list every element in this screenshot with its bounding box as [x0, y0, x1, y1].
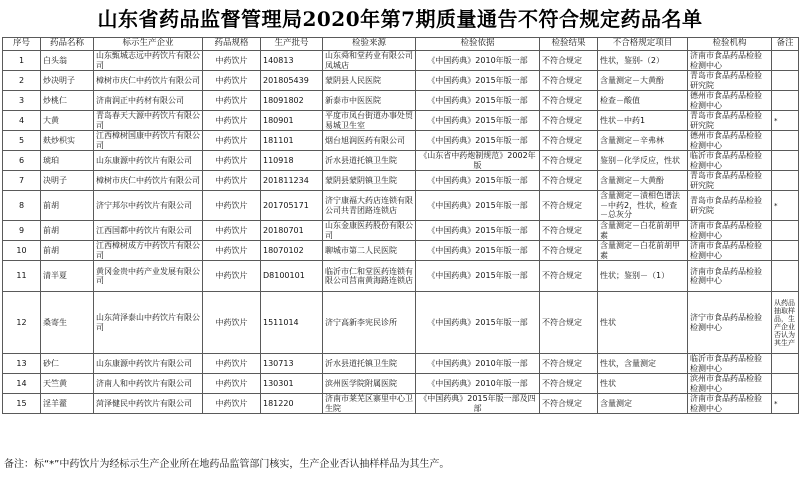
table-row [3, 374, 799, 394]
cell-note [772, 151, 799, 171]
cell-batch: 180901 [261, 111, 323, 131]
cell-result: 不符合规定 [540, 241, 598, 261]
cell-basis: 《中国药典》2015年版一部 [416, 171, 540, 191]
cell-note: * [772, 191, 799, 221]
column-header: 检验来源 [323, 38, 416, 51]
cell-result: 不符合规定 [540, 191, 598, 221]
drug-table [2, 37, 799, 414]
cell-batch: 1511014 [261, 292, 323, 354]
cell-failed-item: 性状 [598, 292, 688, 354]
cell-source: 山东金康医药股份有限公司 [323, 221, 416, 241]
cell-drug-name: 白头翁 [41, 51, 94, 71]
cell-note [772, 131, 799, 151]
column-header: 不合格规定项目 [598, 38, 688, 51]
cell-drug-name: 琥珀 [41, 151, 94, 171]
cell-testing-org: 济南市食品药品检验检测中心 [688, 261, 772, 292]
cell-source: 蒙阴县人民医院 [323, 71, 416, 91]
cell-testing-org: 青岛市食品药品检验研究院 [688, 171, 772, 191]
cell-no: 14 [3, 374, 41, 394]
cell-failed-item: 含量测定 [598, 394, 688, 414]
cell-batch: D8100101 [261, 261, 323, 292]
cell-failed-item: 含量测定－白花前胡甲素 [598, 221, 688, 241]
cell-no: 7 [3, 171, 41, 191]
column-header: 备注 [772, 38, 799, 51]
cell-drug-name: 桑寄生 [41, 292, 94, 354]
cell-no: 13 [3, 354, 41, 374]
cell-manufacturer: 黄冈金贵中药产业发展有限公司 [94, 261, 203, 292]
cell-basis: 《中国药典》2015年版一部 [416, 91, 540, 111]
cell-basis: 《中国药典》2010年版一部 [416, 51, 540, 71]
cell-manufacturer: 菏泽健民中药饮片有限公司 [94, 394, 203, 414]
cell-testing-org: 济南市食品药品检验检测中心 [688, 241, 772, 261]
cell-testing-org: 青岛市食品药品检验研究院 [688, 111, 772, 131]
cell-batch: 130301 [261, 374, 323, 394]
cell-no: 12 [3, 292, 41, 354]
cell-no: 6 [3, 151, 41, 171]
cell-note [772, 354, 799, 374]
cell-basis: 《中国药典》2015年版一部 [416, 221, 540, 241]
cell-result: 不符合规定 [540, 171, 598, 191]
cell-source: 新泰市中医医院 [323, 91, 416, 111]
cell-drug-name: 天竺黄 [41, 374, 94, 394]
page-title: 山东省药品监督管理局2020年第7期质量通告不符合规定药品名单 [97, 7, 703, 31]
cell-spec: 中药饮片 [203, 151, 261, 171]
cell-spec: 中药饮片 [203, 241, 261, 261]
cell-result: 不符合规定 [540, 292, 598, 354]
cell-note [772, 51, 799, 71]
cell-basis: 《山东省中药炮制规范》2002年版 [416, 151, 540, 171]
cell-source: 蒙阴县蒙阴镇卫生院 [323, 171, 416, 191]
cell-spec: 中药饮片 [203, 261, 261, 292]
cell-failed-item: 鉴别－化学反应，性状 [598, 151, 688, 171]
cell-drug-name: 决明子 [41, 171, 94, 191]
cell-basis: 《中国药典》2015年版一部 [416, 241, 540, 261]
cell-spec: 中药饮片 [203, 91, 261, 111]
cell-no: 11 [3, 261, 41, 292]
cell-drug-name: 砂仁 [41, 354, 94, 374]
table-row [3, 171, 799, 191]
cell-manufacturer: 山东康源中药饮片有限公司 [94, 151, 203, 171]
cell-note [772, 241, 799, 261]
table-row [3, 131, 799, 151]
cell-spec: 中药饮片 [203, 394, 261, 414]
cell-basis: 《中国药典》2015年版一部及四部 [416, 394, 540, 414]
cell-batch: 201705171 [261, 191, 323, 221]
footnote: 备注：标“*”中药饮片为经标示生产企业所在地药品监管部门核实，生产企业否认抽样样品为其生产。 [4, 459, 450, 470]
table-row [3, 151, 799, 171]
column-header: 药品名称 [41, 38, 94, 51]
cell-batch: 140813 [261, 51, 323, 71]
cell-result: 不符合规定 [540, 71, 598, 91]
cell-manufacturer: 江西樟树成方中药饮片有限公司 [94, 241, 203, 261]
cell-source: 聊城市第二人民医院 [323, 241, 416, 261]
cell-failed-item: 性状 [598, 374, 688, 394]
cell-manufacturer: 山东康源中药饮片有限公司 [94, 354, 203, 374]
cell-spec: 中药饮片 [203, 374, 261, 394]
cell-source: 沂水县道托镇卫生院 [323, 151, 416, 171]
cell-note [772, 91, 799, 111]
cell-testing-org: 济宁市食品药品检验检测中心 [688, 292, 772, 354]
cell-drug-name: 清半夏 [41, 261, 94, 292]
cell-source: 滨州医学院附属医院 [323, 374, 416, 394]
table-row [3, 241, 799, 261]
cell-spec: 中药饮片 [203, 51, 261, 71]
cell-manufacturer: 江西国都中药饮片有限公司 [94, 221, 203, 241]
cell-spec: 中药饮片 [203, 292, 261, 354]
cell-result: 不符合规定 [540, 354, 598, 374]
cell-note [772, 374, 799, 394]
cell-batch: 181101 [261, 131, 323, 151]
cell-spec: 中药饮片 [203, 111, 261, 131]
cell-failed-item: 性状，含量测定 [598, 354, 688, 374]
cell-testing-org: 青岛市食品药品检验研究院 [688, 71, 772, 91]
cell-basis: 《中国药典》2015年版一部 [416, 111, 540, 131]
cell-manufacturer: 济南人和中药饮片有限公司 [94, 374, 203, 394]
table-row [3, 394, 799, 414]
cell-testing-org: 临沂市食品药品检验检测中心 [688, 354, 772, 374]
cell-note [772, 71, 799, 91]
cell-no: 2 [3, 71, 41, 91]
cell-drug-name: 麸炒枳实 [41, 131, 94, 151]
cell-failed-item: 含量测定－白花前胡甲素 [598, 241, 688, 261]
cell-batch: 201811234 [261, 171, 323, 191]
cell-manufacturer: 山东菏泽泰山中药饮片有限公司 [94, 292, 203, 354]
cell-testing-org: 德州市食品药品检验检测中心 [688, 131, 772, 151]
cell-source: 山东舜和堂药业有限公司凤城店 [323, 51, 416, 71]
cell-source: 烟台旭润医药有限公司 [323, 131, 416, 151]
cell-note: * [772, 111, 799, 131]
cell-basis: 《中国药典》2015年版一部 [416, 191, 540, 221]
cell-basis: 《中国药典》2015年版一部 [416, 292, 540, 354]
cell-batch: 130713 [261, 354, 323, 374]
cell-result: 不符合规定 [540, 261, 598, 292]
cell-no: 8 [3, 191, 41, 221]
cell-result: 不符合规定 [540, 111, 598, 131]
cell-drug-name: 前胡 [41, 221, 94, 241]
cell-source: 济宁高新李宪民诊所 [323, 292, 416, 354]
cell-manufacturer: 樟树市庆仁中药饮片有限公司 [94, 171, 203, 191]
cell-manufacturer: 青岛春天大源中药饮片有限公司 [94, 111, 203, 131]
cell-result: 不符合规定 [540, 374, 598, 394]
cell-drug-name: 前胡 [41, 241, 94, 261]
cell-batch: 201805439 [261, 71, 323, 91]
cell-result: 不符合规定 [540, 151, 598, 171]
cell-batch: 18070102 [261, 241, 323, 261]
cell-manufacturer: 山东甄城志远中药饮片有限公司 [94, 51, 203, 71]
cell-failed-item: 含量测定－渍相色谱法－中药2，性状，检查－总灰分 [598, 191, 688, 221]
cell-failed-item: 含量测定－大黄酚 [598, 71, 688, 91]
table-row [3, 51, 799, 71]
cell-failed-item: 性状－中药1 [598, 111, 688, 131]
table-row [3, 91, 799, 111]
cell-spec: 中药饮片 [203, 171, 261, 191]
column-header: 序号 [3, 38, 41, 51]
cell-result: 不符合规定 [540, 91, 598, 111]
cell-result: 不符合规定 [540, 51, 598, 71]
column-header: 检验依据 [416, 38, 540, 51]
table-body [3, 51, 799, 414]
cell-drug-name: 炒桃仁 [41, 91, 94, 111]
cell-basis: 《中国药典》2015年版一部 [416, 131, 540, 151]
cell-testing-org: 济南市食品药品检验检测中心 [688, 394, 772, 414]
cell-manufacturer: 济宁邦尔中药饮片有限公司 [94, 191, 203, 221]
cell-spec: 中药饮片 [203, 191, 261, 221]
cell-no: 10 [3, 241, 41, 261]
column-header: 标示生产企业 [94, 38, 203, 51]
table-header-row [3, 38, 799, 51]
cell-testing-org: 德州市食品药品检验检测中心 [688, 91, 772, 111]
cell-source: 济宁康福大药店连锁有限公司共青团路连锁店 [323, 191, 416, 221]
cell-testing-org: 济南市食品药品检验检测中心 [688, 51, 772, 71]
table-row [3, 191, 799, 221]
table-row [3, 354, 799, 374]
cell-testing-org: 滨州市食品药品检验检测中心 [688, 374, 772, 394]
cell-basis: 《中国药典》2010年版一部 [416, 374, 540, 394]
cell-failed-item: 性状；鉴别－（1） [598, 261, 688, 292]
cell-source: 临沂市仁和堂医药连锁有限公司莒南黄海路连锁店 [323, 261, 416, 292]
cell-no: 1 [3, 51, 41, 71]
cell-testing-org: 济南市食品药品检验检测中心 [688, 221, 772, 241]
cell-no: 3 [3, 91, 41, 111]
cell-batch: 110918 [261, 151, 323, 171]
cell-batch: 20180701 [261, 221, 323, 241]
cell-testing-org: 青岛市食品药品检验研究院 [688, 191, 772, 221]
cell-note [772, 221, 799, 241]
cell-drug-name: 前胡 [41, 191, 94, 221]
cell-manufacturer: 江西樟树国康中药饮片有限公司 [94, 131, 203, 151]
cell-batch: 18091802 [261, 91, 323, 111]
cell-basis: 《中国药典》2015年版一部 [416, 71, 540, 91]
cell-manufacturer: 济南润正中药材有限公司 [94, 91, 203, 111]
cell-no: 9 [3, 221, 41, 241]
cell-spec: 中药饮片 [203, 71, 261, 91]
cell-failed-item: 含量测定－辛弗林 [598, 131, 688, 151]
cell-testing-org: 临沂市食品药品检验检测中心 [688, 151, 772, 171]
cell-result: 不符合规定 [540, 221, 598, 241]
cell-no: 15 [3, 394, 41, 414]
cell-manufacturer: 樟树市庆仁中药饮片有限公司 [94, 71, 203, 91]
column-header: 检验结果 [540, 38, 598, 51]
table-row [3, 292, 799, 354]
cell-drug-name: 大黄 [41, 111, 94, 131]
column-header: 药品规格 [203, 38, 261, 51]
column-header: 生产批号 [261, 38, 323, 51]
cell-failed-item: 检查－酸值 [598, 91, 688, 111]
table-row [3, 111, 799, 131]
cell-basis: 《中国药典》2015年版一部 [416, 261, 540, 292]
cell-spec: 中药饮片 [203, 131, 261, 151]
table-row [3, 261, 799, 292]
cell-failed-item: 性状，鉴别-（2） [598, 51, 688, 71]
cell-drug-name: 炒决明子 [41, 71, 94, 91]
cell-spec: 中药饮片 [203, 354, 261, 374]
cell-note: * [772, 394, 799, 414]
cell-basis: 《中国药典》2010年版一部 [416, 354, 540, 374]
cell-note: 从药品抽取样品，生产企业否认为其生产 [772, 292, 799, 354]
cell-no: 5 [3, 131, 41, 151]
table-row [3, 71, 799, 91]
cell-source: 济南市莱芜区寨里中心卫生院 [323, 394, 416, 414]
cell-source: 平度市凤台街道办事处贸易城卫生室 [323, 111, 416, 131]
cell-batch: 181220 [261, 394, 323, 414]
cell-note [772, 171, 799, 191]
column-header: 检验机构 [688, 38, 772, 51]
cell-spec: 中药饮片 [203, 221, 261, 241]
cell-no: 4 [3, 111, 41, 131]
table-row [3, 221, 799, 241]
cell-failed-item: 含量测定－大黄酚 [598, 171, 688, 191]
cell-source: 沂水县道托镇卫生院 [323, 354, 416, 374]
cell-result: 不符合规定 [540, 394, 598, 414]
cell-note [772, 261, 799, 292]
cell-result: 不符合规定 [540, 131, 598, 151]
cell-drug-name: 淫羊藿 [41, 394, 94, 414]
